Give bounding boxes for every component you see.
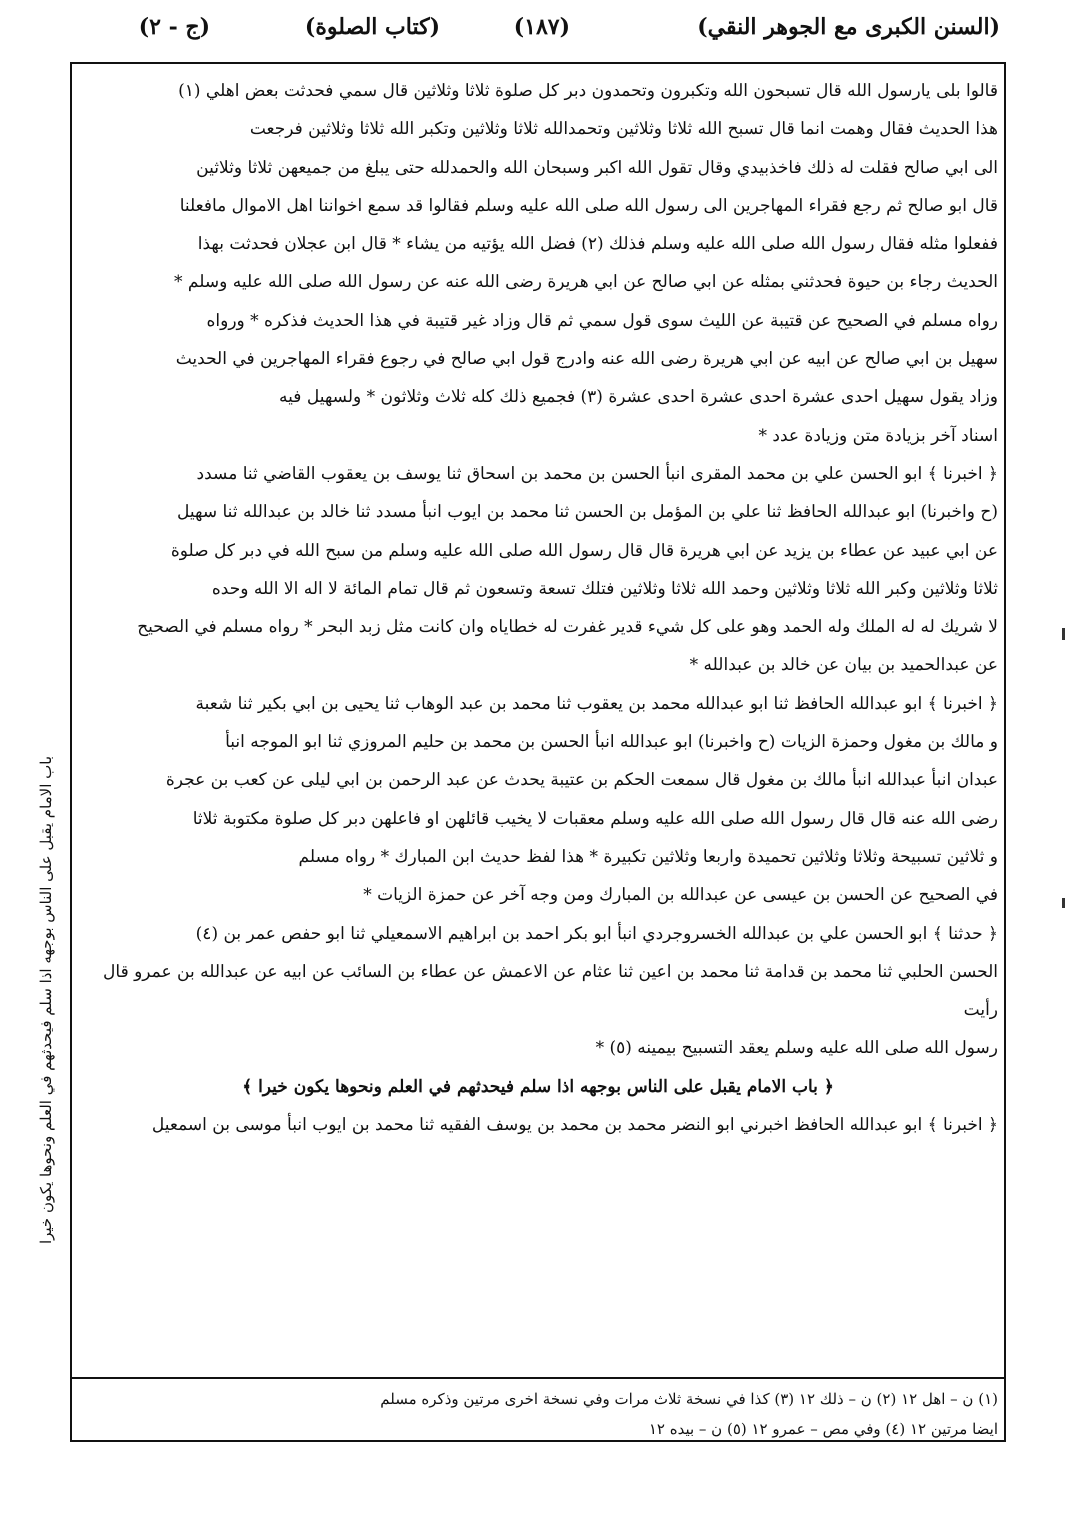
chapter-title: (كتاب الصلوة) — [304, 14, 440, 40]
book-title: (السنن الكبرى مع الجوهر النقي) — [697, 14, 1000, 40]
text-line: اسناد آخر بزيادة متن وزيادة عدد * — [758, 425, 998, 446]
text-line: قالوا بلى يارسول الله قال تسبحون الله وتكبرون وتحمدون دبر كل صلوة ثلاثا وثلاثين قال سمي فحدثت بعض اهلي (١) — [178, 81, 998, 101]
text-line: عبدان انبأ عبدالله انبأ مالك بن مغول قال سمعت الحكم بن عتيبة يحدث عن عبد الرحمن بن ابي ليلى عن كعب بن عجرة — [165, 770, 998, 791]
text-line: سهيل بن ابي صالح عن ابيه عن ابي هريرة رضى الله عنه وادرج قول ابي صالح في رجوع فقراء المهاجرين في الحديث — [175, 349, 998, 370]
footnotes — [78, 1384, 998, 1444]
text-line: رسول الله صلى الله عليه وسلم يعقد التسبيح بيمينه (٥) * — [595, 1038, 998, 1059]
text-line: الى ابي صالح فقلت له ذلك فاخذبيدي وقال تقول الله اكبر وسبحان الله والحمدلله حتى يبلغ من جميعهن ثلاثا وثلاثين — [196, 157, 998, 178]
text-line: هذا الحديث فقال وهمت انما قال تسبح الله ثلاثا وثلاثين وتحمدالله ثلاثا وثلاثين وتكبر الله ثلاثا وثلاثين فرجعت — [249, 119, 998, 140]
text-line: ﴿ اخبرنا ﴾ ابو عبدالله الحافظ اخبرني ابو النضر محمد بن محمد بن يوسف الفقيه ثنا محمد بن ايوب انبأ موسى بن اسمعيل — [151, 1115, 998, 1136]
text-line: وزاد يقول سهيل احدى عشرة احدى عشرة احدى عشرة (٣) فجميع ذلك كله ثلاث وثلاثون * ولسهيل فيه — [279, 387, 998, 408]
text-line: لا شريك له له الملك وله الحمد وهو على كل شيء قدير غفرت له خطاياه وان كانت مثل زبد البحر * رواه مسلم في الصحيح — [137, 617, 998, 638]
footnote-line: ايضا مرتين ١٢ (٤) وفي مص – عمرو ١٢ (٥) ن – بيده ١٢ — [648, 1420, 998, 1438]
text-line: و مالك بن مغول وحمزة الزيات (ح واخبرنا) ابو عبدالله انبأ الحسن بن محمد بن حليم المروزي ثنا ابو الموجه انبأ — [225, 732, 998, 753]
page-header — [70, 14, 1000, 50]
volume-number: (ج - ٢) — [138, 14, 210, 40]
margin-note-text: باب الامام يقبل على الناس بوجهه اذا سلم فيحدثهم في العلم ونحوها يكون خيرا — [37, 755, 55, 1245]
text-line: عن ابي عبيد عن عطاء بن يزيد عن ابي هريرة قال قال رسول الله صلى الله عليه وسلم من سبح الله في دبر كل صلوة — [170, 540, 998, 561]
text-line: (ح واخبرنا) ابو عبدالله الحافظ ثنا علي بن المؤمل بن الحسن ثنا محمد بن ايوب انبأ مسدد ثنا خالد بن عبدالله ثنا سهيل — [177, 502, 998, 523]
margin-note — [26, 680, 66, 1320]
text-line: قال ابو صالح ثم رجع فقراء المهاجرين الى رسول الله صلى الله عليه وسلم فقالوا قد سمع اخواننا اهل الاموال مافعلنا — [179, 195, 998, 216]
text-line: ثلاثا وثلاثين وكبر الله ثلاثا وثلاثين وحمد الله ثلاثا وثلاثين فتلك تسعة وتسعون ثم قال تمام المائة لا اله الا الله وحده — [211, 578, 998, 599]
scan-mark — [1062, 898, 1065, 908]
text-line: رضى الله عنه قال قال رسول الله صلى الله عليه وسلم معقبات لا يخيب قائلهن او فاعلهن دبر كل صلوة مكتوبة ثلاثا — [192, 808, 998, 829]
text-line: في الصحيح عن الحسن بن عيسى عن عبدالله بن المبارك ومن وجه آخر عن حمزة الزيات * — [363, 885, 998, 906]
scan-mark — [1062, 628, 1065, 640]
text-line: الحديث رجاء بن حيوة فحدثني بمثله عن ابي صالح عن ابي هريرة رضى الله عنه عن رسول الله صلى الله عليه وسلم * — [174, 272, 998, 293]
text-line: رواه مسلم في الصحيح عن قتيبة عن الليث سوى قول سمي ثم قال وزاد غير قتيبة في هذا الحديث فذكره * ورواه — [206, 310, 998, 331]
text-line: و ثلاثين تسبيحة وثلاثا وثلاثين تحميدة واربعا وثلاثين تكبيرة * هذا لفظ حديث ابن المبارك * رواه مسلم — [298, 846, 998, 867]
chapter-heading: ﴿ باب الامام يقبل على الناس بوجهه اذا سلم فيحدثهم في العلم ونحوها يكون خيرا ﴾ — [242, 1076, 834, 1097]
footnote-line: (١) ن – اهل ١٢ (٢) ن – ذلك ١٢ (٣) كذا في نسخة ثلاث مرات وفي نسخة اخرى مرتين وذكره مسلم — [380, 1390, 998, 1408]
main-text — [78, 72, 998, 1144]
text-line: ﴿ حدثنا ﴾ ابو الحسن علي بن عبدالله الخسروجردي انبأ ابو بكر احمد بن ابراهيم الاسمعيلي ثنا ابو حفص عمر بن (٤) — [195, 923, 998, 944]
text-line: عن عبدالحميد بن بيان عن خالد بن عبدالله * — [689, 655, 998, 676]
text-line: ﴿ اخبرنا ﴾ ابو الحسن علي بن محمد المقرى انبأ الحسن بن محمد بن اسحاق ثنا يوسف بن يعقوب القاضي ثنا مسدد — [196, 463, 998, 484]
text-line: الحسن الحلبي ثنا محمد بن قدامة ثنا محمد بن اعين ثنا عثام عن الاعمش عن عطاء بن السائب عن ابيه عن عبدالله بن عمرو قال رأيت — [103, 961, 998, 1021]
text-line: ففعلوا مثله فقال رسول الله صلى الله عليه وسلم فذلك (٢) فضل الله يؤتيه من يشاء * قال ابن عجلان فحدثت بهذا — [197, 234, 998, 255]
page-number: (١٨٧) — [513, 14, 570, 40]
text-line: ﴿ اخبرنا ﴾ ابو عبدالله الحافظ ثنا ابو عبدالله محمد بن يعقوب ثنا محمد بن عبد الوهاب ثنا يحيى بن ابي بكير ثنا شعبة — [195, 693, 998, 714]
footnote-divider — [72, 1377, 1004, 1379]
